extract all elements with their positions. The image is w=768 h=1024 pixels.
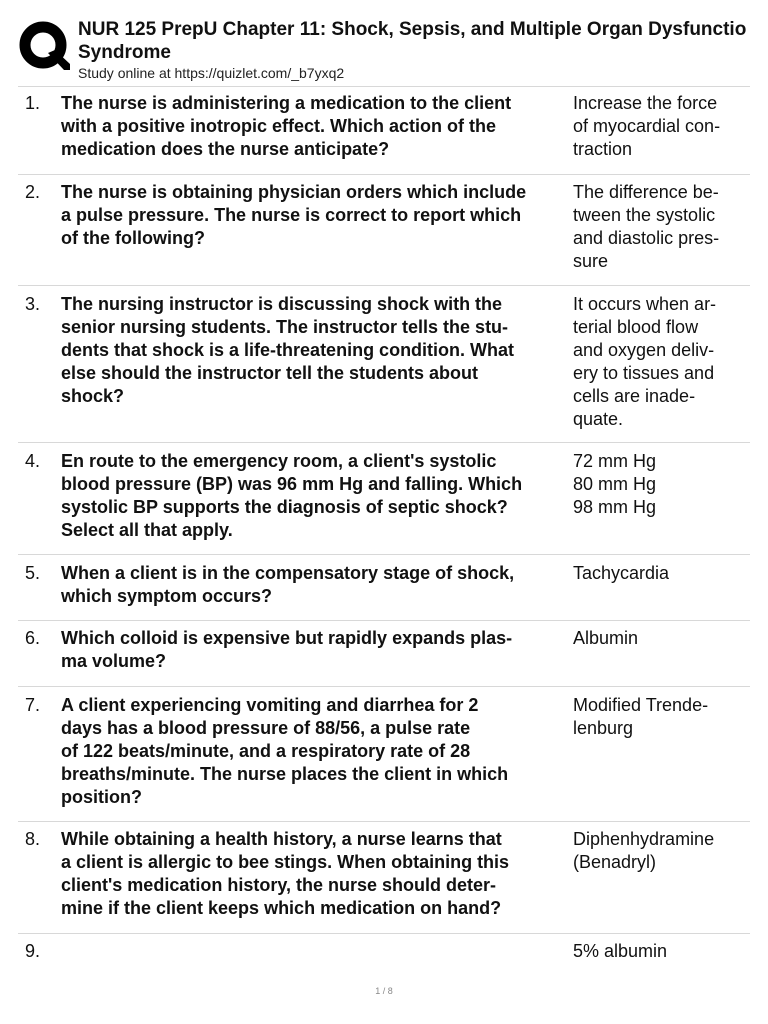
card-answer: Tachycardia	[573, 563, 670, 583]
page-title: NUR 125 PrepU Chapter 11: Shock, Sepsis, and Multiple Organ Dysfunctio	[78, 19, 747, 40]
divider	[18, 285, 750, 286]
divider	[18, 933, 750, 934]
divider	[18, 554, 750, 555]
card-answer: Diphenhydramine (Benadryl)	[573, 829, 715, 872]
card-answer: The difference be- tween the systolic and diastolic pres- sure	[573, 182, 720, 271]
card-question: A client experiencing vomiting and diarrhea for 2 days has a blood pressure of 88/56, a pulse rate of 122 beats/minute, and a respiratory rate of 28 breaths/minute. The nurse places the client in which position?	[61, 695, 509, 807]
divider	[18, 686, 750, 687]
card-number: 1.	[25, 93, 41, 113]
card-answer: 72 mm Hg 80 mm Hg 98 mm Hg	[573, 451, 657, 517]
divider	[18, 442, 750, 443]
card-question: En route to the emergency room, a client's systolic blood pressure (BP) was 96 mm Hg and falling. Which systolic BP supports the diagnosis of septic shock? Select all that apply.	[61, 451, 523, 540]
card-number: 3.	[25, 294, 41, 314]
card-question: While obtaining a health history, a nurse learns that a client is allergic to bee stings. When obtaining this client's medication history, the nurse should deter- mine if the client keeps which medication on hand?	[61, 829, 510, 918]
page-header	[0, 0, 768, 86]
divider	[18, 821, 750, 822]
divider	[18, 174, 750, 175]
card-number: 4.	[25, 451, 41, 471]
study-online-link[interactable]: https://quizlet.com/_b7yxq2	[174, 65, 345, 81]
card-answer: Increase the force of myocardial con- traction	[573, 93, 721, 159]
study-online-prefix: Study online at	[78, 65, 175, 81]
divider	[18, 86, 750, 87]
card-number: 2.	[25, 182, 41, 202]
card-question: The nursing instructor is discussing shock with the senior nursing students. The instructor tells the stu- dents that shock is a life-threatening condition. What else should the instructor tell the students about shock?	[61, 294, 515, 406]
card-question: The nurse is obtaining physician orders which include a pulse pressure. The nurse is correct to report which of the following?	[61, 182, 527, 248]
card-answer: 5% albumin	[573, 941, 668, 961]
card-number: 7.	[25, 695, 41, 715]
card-answer: It occurs when ar- terial blood flow and oxygen deliv- ery to tissues and cells are inade- quate.	[573, 294, 717, 429]
card-question: Which colloid is expensive but rapidly expands plas- ma volume?	[61, 628, 513, 671]
card-number: 6.	[25, 628, 41, 648]
card-answer: Albumin	[573, 628, 639, 648]
page-indicator: 1 / 8	[375, 986, 393, 996]
card-number: 8.	[25, 829, 41, 849]
page-title-continued: Syndrome	[78, 42, 171, 63]
card-question: When a client is in the compensatory stage of shock, which symptom occurs?	[61, 563, 515, 606]
divider	[18, 620, 750, 621]
card-number: 5.	[25, 563, 41, 583]
quizlet-q-logo-icon	[18, 20, 70, 72]
card-number: 9.	[25, 941, 41, 961]
card-answer: Modified Trende- lenburg	[573, 695, 709, 738]
card-question: The nurse is administering a medication to the client with a positive inotropic effect. Which action of the medication does the nurse anticipate?	[61, 93, 512, 159]
study-online-text	[78, 65, 344, 82]
